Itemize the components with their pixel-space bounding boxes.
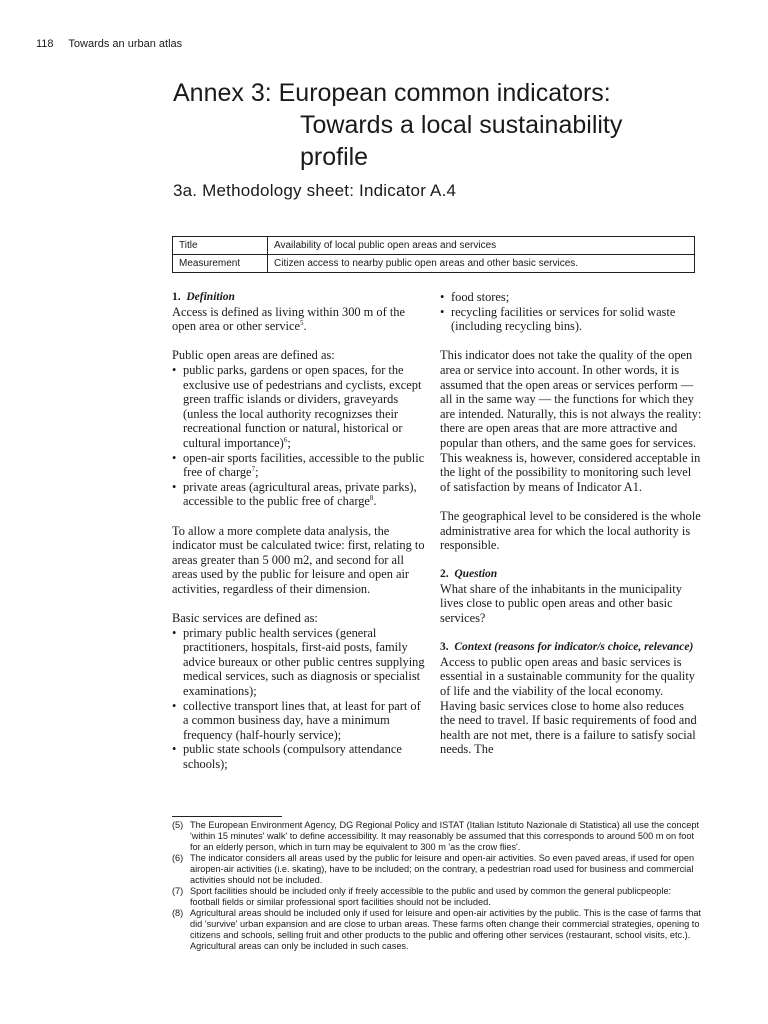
context-paragraph: Access to public open areas and basic services is essential in a sustainable community for the quality of life and the viability of the local economy. Having basic services close to home also reduces the need to travel. If basic requirements of food and health are not met, there is a failure to satisfy social needs. The [440,654,697,757]
meta-row-measurement [173,255,695,273]
section-subtitle: 3a. Methodology sheet: Indicator A.4 [173,181,457,200]
right-column [440,290,702,757]
list-item: • private areas (agricultural areas, private parks), accessible to the public free of charge$^8$. [172,480,428,509]
services-list [172,626,428,772]
running-head-title: Towards an urban atlas [68,38,183,50]
context-heading: 3. Context (reasons for indicator/s choice, relevance) [440,641,694,654]
services-list-continued [440,290,702,334]
open-areas-intro: Public open areas are defined as: [172,348,335,363]
footnote-ref: 7 [251,465,256,473]
analysis-paragraph: To allow a more complete data analysis, the indicator must be calculated twice: first, relating to areas greater than 5 000 m2, and second for all areas used by the public for leisure and open air activities, regardless of their dimension. [172,523,425,596]
footnote-7: (7) Sport facilities should be included only if freely accessible to the public and used by common the general publicpeople: football fields or similar professional sport facilities should not be included. [172,886,672,907]
list-item: • open-air sports facilities, accessible to the public free of charge$^7$; [172,451,428,480]
footnote-ref: 8 [369,494,374,503]
list-item: • recycling facilities or services for solid waste (including recycling bins). [440,305,702,334]
open-areas-list [172,363,428,509]
footnote-ref: 6 [283,435,288,444]
meta-row-title [173,237,695,255]
meta-value-measurement: Citizen access to nearby public open areas and other basic services. [268,255,695,273]
question-paragraph: What share of the inhabitants in the municipality lives close to public open areas and other basic services? [440,581,682,626]
page-title-line-3: profile [300,143,369,171]
services-intro: Basic services are defined as: [172,611,318,626]
list-item: • public state schools (compulsory attendance schools); [172,742,428,771]
page-title-line-1: Annex 3: European common indicators: [173,79,611,107]
geographical-level-paragraph: The geographical level to be considered is the whole administrative area for which the local authority is responsible. [440,508,701,553]
running-head [36,38,182,50]
footnote-ref: 5 [299,319,304,328]
footnote-6: (6) The indicator considers all areas used by the public for leisure and open-air activities. So even paved areas, if used for open airopen-air activities (i.e. skating), have to be included; on the contrary, a pedestrian road used for business and commercial activities should not be included. [172,853,695,885]
list-item: • food stores; [440,290,702,305]
list-item: • primary public health services (general practitioners, hospitals, first-aid posts, family advice bureaux or other public centres supplying medical services, such as diagnosis or specialist examinations); [172,626,428,699]
page-number: 118 [36,38,54,50]
meta-key-measurement: Measurement [173,255,268,273]
meta-key-title: Title [173,237,268,255]
list-item: • collective transport lines that, at least for part of a common business day, have a minimum frequency (half-hourly service); [172,699,428,743]
definition-paragraph: Access is defined as living within 300 m of the open area or other service$^5$. [172,304,405,334]
list-item: • public parks, gardens or open spaces, for the exclusive use of pedestrians and cyclists, except green traffic islands or dividers, graveyards (unless the local authority recognizses their recreational function or natural, historical or cultural importance)$^6$; [172,363,428,451]
definition-heading: 1. Definition [172,291,235,303]
quality-paragraph: This indicator does not take the quality of the open area or service into account. In other words, it is assumed that the open areas or services perform — all in the same way — the functions for which they are intended. Naturally, this is not always the reality: there are open areas that are more attractive and popular than others, and the same goes for services. This weakness is, however, considered acceptable in the light of the possibility to monitoring such level of satisfaction by means of Indicator A1. [440,348,702,494]
page-title-line-2: Towards a local sustainability [300,111,623,139]
meta-value-title: Availability of local public open areas and services [268,237,695,255]
question-heading: 2. Question [440,568,498,581]
left-column [172,290,428,772]
indicator-meta-table [172,236,695,273]
footnote-5: (5) The European Environment Agency, DG Regional Policy and ISTAT (Italian Istituto Nazionale di Statistica) all use the concept 'within 15 minutes' walk' to define accessibility. It may reasonably be assumed that this corresponds to around 500 m on foot for an elderly person, which in turn may be equivalent to 300 m 'as the crow flies'. [172,820,699,852]
footnote-8: (8) Agricultural areas should be included only if used for leisure and open-air activities by the public. This is the case of farms that did 'survive' urban expansion and are close to urban areas. These farms often change their commercial strategies, opening to citizens and schools, selling fruit and other products to the public and offering other services (restaurant, school visits, etc.). Agricultural areas can only be included in such cases. [172,908,702,951]
footnote-divider [172,816,282,817]
page-title [173,77,622,173]
footnotes [172,820,702,952]
